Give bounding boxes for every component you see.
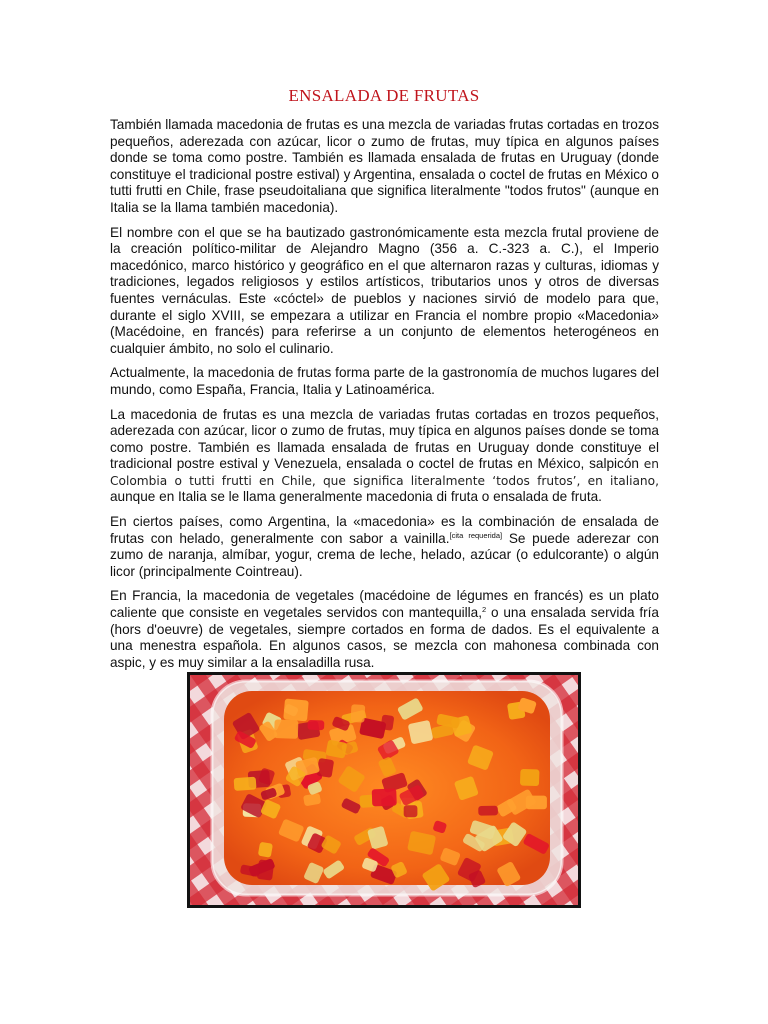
paragraph-3: Actualmente, la macedonia de frutas forma parte de la gastronomía de muchos lugares del mundo, como España, Francia, Italia y Latinoamérica.: [110, 365, 659, 397]
fruit-piece: [380, 714, 394, 730]
fruit-piece: [404, 805, 418, 817]
paragraph-4-text-c: aunque en Italia se le llama generalmente macedonia di fruta o ensalada de fruta.: [110, 489, 602, 505]
paragraph-5: [110, 514, 659, 580]
fruit-piece: [234, 777, 257, 791]
paragraph-5-text-b: Se puede aderezar con zumo de naranja, almíbar, yogur, crema de leche, helado, azúcar (o edulcorante) o algún licor (principalmente Cointreau).: [110, 530, 659, 579]
fruit-piece: [520, 769, 540, 786]
footnote-link[interactable]: 2: [482, 605, 487, 615]
fruit-piece: [274, 719, 298, 739]
page-title: ENSALADA DE FRUTAS: [288, 86, 480, 105]
paragraph-6-text-a: En Francia, la macedonia de vegetales (macédoine de légumes en francés) es un plato caliente que consiste en vegetales servidos con mantequilla,: [110, 588, 659, 621]
paragraph-1: También llamada macedonia de frutas es una mezcla de variadas frutas cortadas en trozos pequeños, aderezada con azúcar, licor o zumo de frutas, muy típica en algunos países donde se toma como postre. También es llamada ensalada de frutas en Uruguay (donde constituye el tradicional postre estival) y Argentina, ensalada o coctel de frutas en México o tutti frutti en Chile, frase pseudoitaliana que significa literalmente "todos frutos" (aunque en Italia se la llama también macedonia).: [110, 117, 659, 215]
citation-needed-link[interactable]: [cita requerida]: [449, 530, 503, 540]
fruit-piece: [372, 788, 397, 806]
paragraph-4: [110, 407, 659, 507]
paragraph-4-text-a: La macedonia de frutas es una mezcla de variadas frutas cortadas en trozos pequeños, aderezada con azúcar, licor o zumo de frutas, muy típica en algunos países donde se toma como postre. También es llamada ensalada de frutas en Uruguay donde constituye el tradicional postre estival y Venezuela, ensalada o coctel de frutas en México, salpicón: [110, 406, 659, 472]
fruit-piece: [258, 842, 273, 858]
paragraph-6: [110, 588, 659, 671]
article-body: [110, 117, 659, 679]
fruit-piece: [307, 720, 324, 730]
fruit-salad-image: [190, 675, 578, 905]
fruit-piece: [478, 806, 498, 816]
paragraph-4-text-b: en Colombia o tutti frutti en Chile, que significa literalmente ‘todos frutos’, en italiano,: [110, 457, 659, 488]
fruit-piece: [283, 699, 309, 722]
fruit-piece: [526, 796, 547, 810]
paragraph-5-text-a: En ciertos países, como Argentina, la «macedonia» es la combinación de ensalada de frutas con helado, generalmente con sabor a vainilla.: [110, 514, 659, 546]
paragraph-6-text-b: o una ensalada servida fría (hors d'oeuvre) de vegetales, siempre cortados en forma de dados. Es el equivalente a una menestra española. En algunos casos, se mezcla con mahonesa combinada con aspic, y es muy similar a la ensaladilla rusa.: [110, 605, 659, 670]
paragraph-2: El nombre con el que se ha bautizado gastronómicamente esta mezcla frutal proviene de la creación político-militar de Alejandro Magno (356 a. C.-323 a. C.), el Imperio macedónico, marco histórico y geográfico en el que alternaron razas y culturas, idiomas y tradiciones, legados religiosos y estilos artísticos, tributarios unos y otros de diversas fuentes vernáculas. Este «cóctel» de pueblos y naciones sirvió de modelo para que, durante el siglo XVIII, se empezara a utilizar en Francia el nombre propio «Macedonia» (Macédoine, en francés) para referirse a un conjunto de elementos heterogéneos en cualquier ámbito, no solo el culinario.: [110, 224, 659, 356]
fruit-salad-photo: [187, 672, 581, 908]
fruit-piece: [351, 704, 366, 722]
